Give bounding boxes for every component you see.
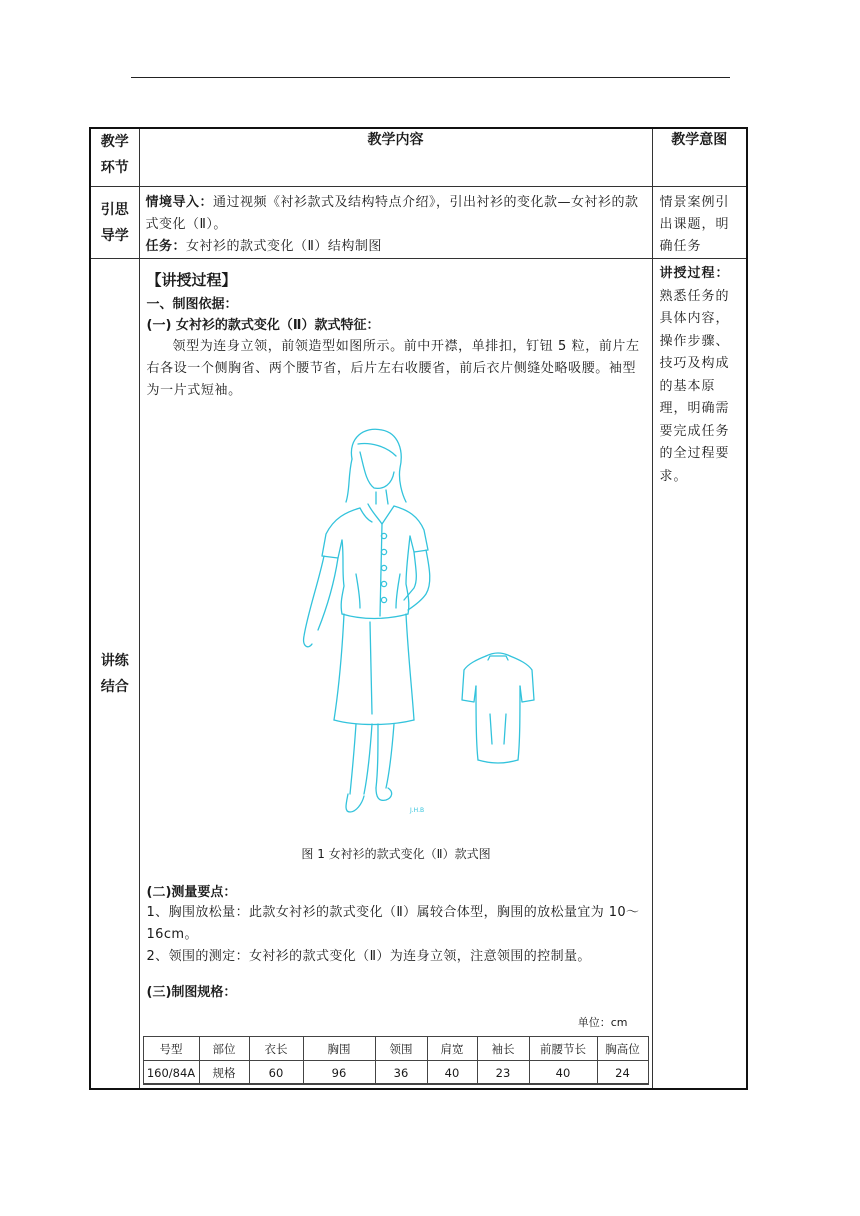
intro-text: 通过视频《衬衫款式及结构特点介绍》，引出衬衫的变化款—女衬衫的款式变化（Ⅱ）。: [145, 195, 639, 232]
lecture-intent-text: 熟悉任务的具体内容，操作步骤、技巧及构成的基本原理，明确需要完成任务的全过程要求。: [659, 288, 730, 484]
measure-point-2: 2、领围的测定：女衬衫的款式变化（Ⅱ）为连身立领，注意领围的控制量。: [146, 949, 591, 964]
spec-value-cell: 40: [427, 1061, 477, 1085]
measure-point-1: 1、胸围放松量：此款女衬衫的款式变化（Ⅱ）属较合体型，胸围的放松量宜为 10～16cm。: [146, 905, 640, 942]
task-text: 女衬衫的款式变化（Ⅱ）结构制图: [186, 239, 382, 254]
lecture-content: [140, 259, 652, 1088]
intro-label: 情境导入：: [145, 195, 214, 210]
spec-table-bottom-rule: [143, 1083, 648, 1084]
spec-header-cell: 部位: [199, 1037, 249, 1061]
spec-header-cell: 领围: [375, 1037, 427, 1061]
spec-header-cell: 胸高位: [597, 1037, 648, 1061]
spec-value-cell: 160/84A: [143, 1061, 199, 1085]
unit-label: 单位：cm: [577, 1016, 628, 1029]
lecture-stage: 讲练结合: [100, 652, 129, 695]
lecture-intent-label: 讲授过程：: [659, 266, 730, 281]
stage-header: 教学环节: [100, 134, 129, 176]
spec-value-cell: 23: [477, 1061, 529, 1085]
style-sketch-figure: [290, 424, 540, 832]
spec-title: (三)制图规格：: [146, 985, 237, 1000]
spec-value-cell: 40: [529, 1061, 597, 1085]
spec-table: [143, 1036, 649, 1085]
intro-stage: 引思导学: [100, 201, 129, 244]
spec-value-cell: 24: [597, 1061, 648, 1085]
spec-value-cell: 96: [303, 1061, 375, 1085]
task-label: 任务：: [145, 239, 187, 254]
lecture-intent: [653, 259, 747, 488]
measure-title: (二)测量要点：: [146, 885, 237, 900]
feature-paragraph: 领型为连身立领，前领造型如图所示。前中开襟，单排扣，钉钮 5 粒，前片左右各设一个侧胸省、两个腰节省，后片左右收腰省，前后衣片侧缝处略吸腰。袖型为一片式短袖。: [146, 339, 640, 398]
intent-header: 教学意图: [652, 128, 747, 187]
sketch-illustration: [290, 424, 540, 832]
spec-header-cell: 前腰节长: [529, 1037, 597, 1061]
spec-header-cell: 号型: [143, 1037, 199, 1061]
sketch-signature: J.H.B: [409, 807, 424, 814]
lecture-row: [90, 259, 747, 1090]
spec-header-cell: 袖长: [477, 1037, 529, 1061]
spec-value-cell: 60: [249, 1061, 303, 1085]
spec-header-cell: 胸围: [303, 1037, 375, 1061]
figure-caption: 图 1 女衬衫的款式变化（Ⅱ）款式图: [301, 847, 491, 861]
basis-title: 一、制图依据：: [146, 297, 238, 312]
spec-value-row: [143, 1061, 648, 1085]
content-header: 教学内容: [139, 128, 652, 187]
intro-row: [90, 187, 747, 259]
table-header-row: [90, 128, 747, 187]
spec-value-cell: 规格: [199, 1061, 249, 1085]
spec-value-cell: 36: [375, 1061, 427, 1085]
lecture-title: 【讲授过程】: [146, 271, 237, 289]
lesson-table: [89, 127, 748, 1090]
intro-content: [140, 187, 652, 258]
intro-intent: 情景案例引出课题，明确任务: [659, 195, 730, 254]
feature-title: (一) 女衬衫的款式变化（Ⅱ）款式特征：: [146, 318, 380, 333]
spec-header-cell: 肩宽: [427, 1037, 477, 1061]
spec-header-row: [143, 1037, 648, 1061]
measure-points: [147, 902, 646, 968]
header-rule: [131, 77, 730, 78]
spec-header-cell: 衣长: [249, 1037, 303, 1061]
